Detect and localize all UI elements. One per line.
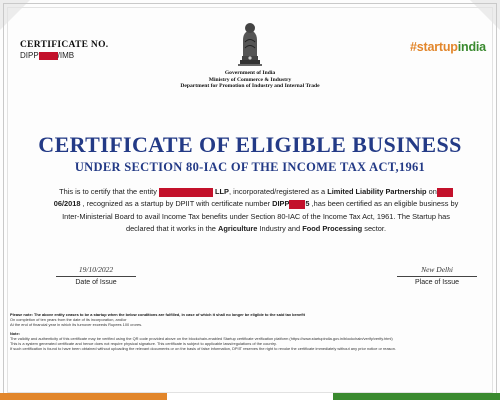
body-registration-date: 06/2018 xyxy=(53,199,81,209)
certificate-subtitle: UNDER SECTION 80-IAC OF THE INCOME TAX ACT,1961 xyxy=(74,160,426,174)
footer-notes xyxy=(10,312,492,351)
place-of-issue-line xyxy=(397,276,477,277)
tricolour-strip xyxy=(0,393,500,400)
logo-india: india xyxy=(457,40,486,54)
body-text-5: Industry and xyxy=(259,224,301,234)
government-line-3: Department for Promotion of Industry and Internal Trade xyxy=(180,83,320,90)
notes-item-3: If such certification is found to have been obtained without uploading the relevant documents or on the basis of false information, DPIIT reserves the right to revoke the certificate immediately without any prior notice or reason. xyxy=(10,346,396,352)
body-text-on: on xyxy=(428,187,437,196)
tricolour-saffron xyxy=(0,393,167,400)
body-text-3: , recognized as a startup by DPIIT with certificate number xyxy=(82,199,271,209)
startupindia-logo xyxy=(410,40,486,54)
logo-hash: # xyxy=(410,40,417,54)
government-line-2: Ministry of Commerce & Industry xyxy=(208,76,292,83)
certificate-number-block xyxy=(20,40,108,60)
date-of-issue-value: 19/10/2022 xyxy=(78,265,114,274)
body-registration-type: Limited Liability Partnership xyxy=(327,187,427,196)
body-dipp-suffix: 5 xyxy=(305,199,310,209)
logo-startup: startup xyxy=(416,40,458,54)
certificate-number-value xyxy=(20,51,108,60)
body-text-6: sector. xyxy=(364,224,387,234)
dipp-number-redaction xyxy=(289,200,305,209)
notes-condition-1: On completion of ten years from the date of its incorporation, and/or xyxy=(10,317,127,323)
notes-item-1: The validity and authenticity of this certificate may be verified using the QR code provided above on the blockchain-enabled Startup certificate verification platform (https://www.startupindia.gov.in/blockchain/verify/verify.html) xyxy=(10,335,393,341)
redaction-box xyxy=(39,52,58,60)
place-of-issue-value: New Delhi xyxy=(421,265,453,274)
certificate-number-title: CERTIFICATE NO. xyxy=(20,40,109,50)
body-dipp-prefix: DIPP xyxy=(272,199,290,209)
body-industry: Agriculture xyxy=(217,224,258,234)
notes-item-2: This is a system generated certificate and hence does not require physical signature. This certificate is subject to applicable laws/regulations of the country. xyxy=(10,341,277,347)
body-text-1: This is to certify that the entity xyxy=(59,187,157,196)
notes-note-heading: Note: xyxy=(10,330,20,336)
certificate-number-suffix: /IMB xyxy=(57,51,75,60)
certificate-body xyxy=(52,186,460,236)
certificate-number-prefix: DIPP xyxy=(20,51,39,60)
government-heading xyxy=(150,70,350,90)
date-of-issue-label: Date of Issue xyxy=(75,279,117,286)
place-of-issue-label: Place of Issue xyxy=(415,279,459,286)
body-sector: Food Processing xyxy=(302,224,363,234)
body-entity-type: LLP xyxy=(215,187,229,196)
entity-name-redaction xyxy=(159,188,213,197)
body-text-4: ,has been certified as an eligible business by Inter-Ministerial Board to avail Income Tax benefits under Section 80-IAC of the Income Tax Act, 1961. The Startup has declared that it works in the xyxy=(62,199,459,234)
notes-condition-2: At the end of financial year in which its turnover exceeds Rupees 100 crores. xyxy=(10,322,143,328)
date-of-issue-line xyxy=(56,276,136,277)
national-emblem-icon xyxy=(236,20,264,68)
notes-heading: Please note: The above entity ceases to be a startup when the below conditions are fulfilled, in case of which it shall no longer be eligible to the said tax benefit xyxy=(10,312,305,317)
date-redaction xyxy=(437,188,453,197)
tricolour-white xyxy=(167,393,334,400)
certificate-title: CERTIFICATE OF ELIGIBLE BUSINESS xyxy=(38,132,462,157)
government-line-1: Government of India xyxy=(224,70,276,76)
body-text-2: , incorporated/registered as a xyxy=(228,187,326,196)
tricolour-green xyxy=(333,393,500,400)
